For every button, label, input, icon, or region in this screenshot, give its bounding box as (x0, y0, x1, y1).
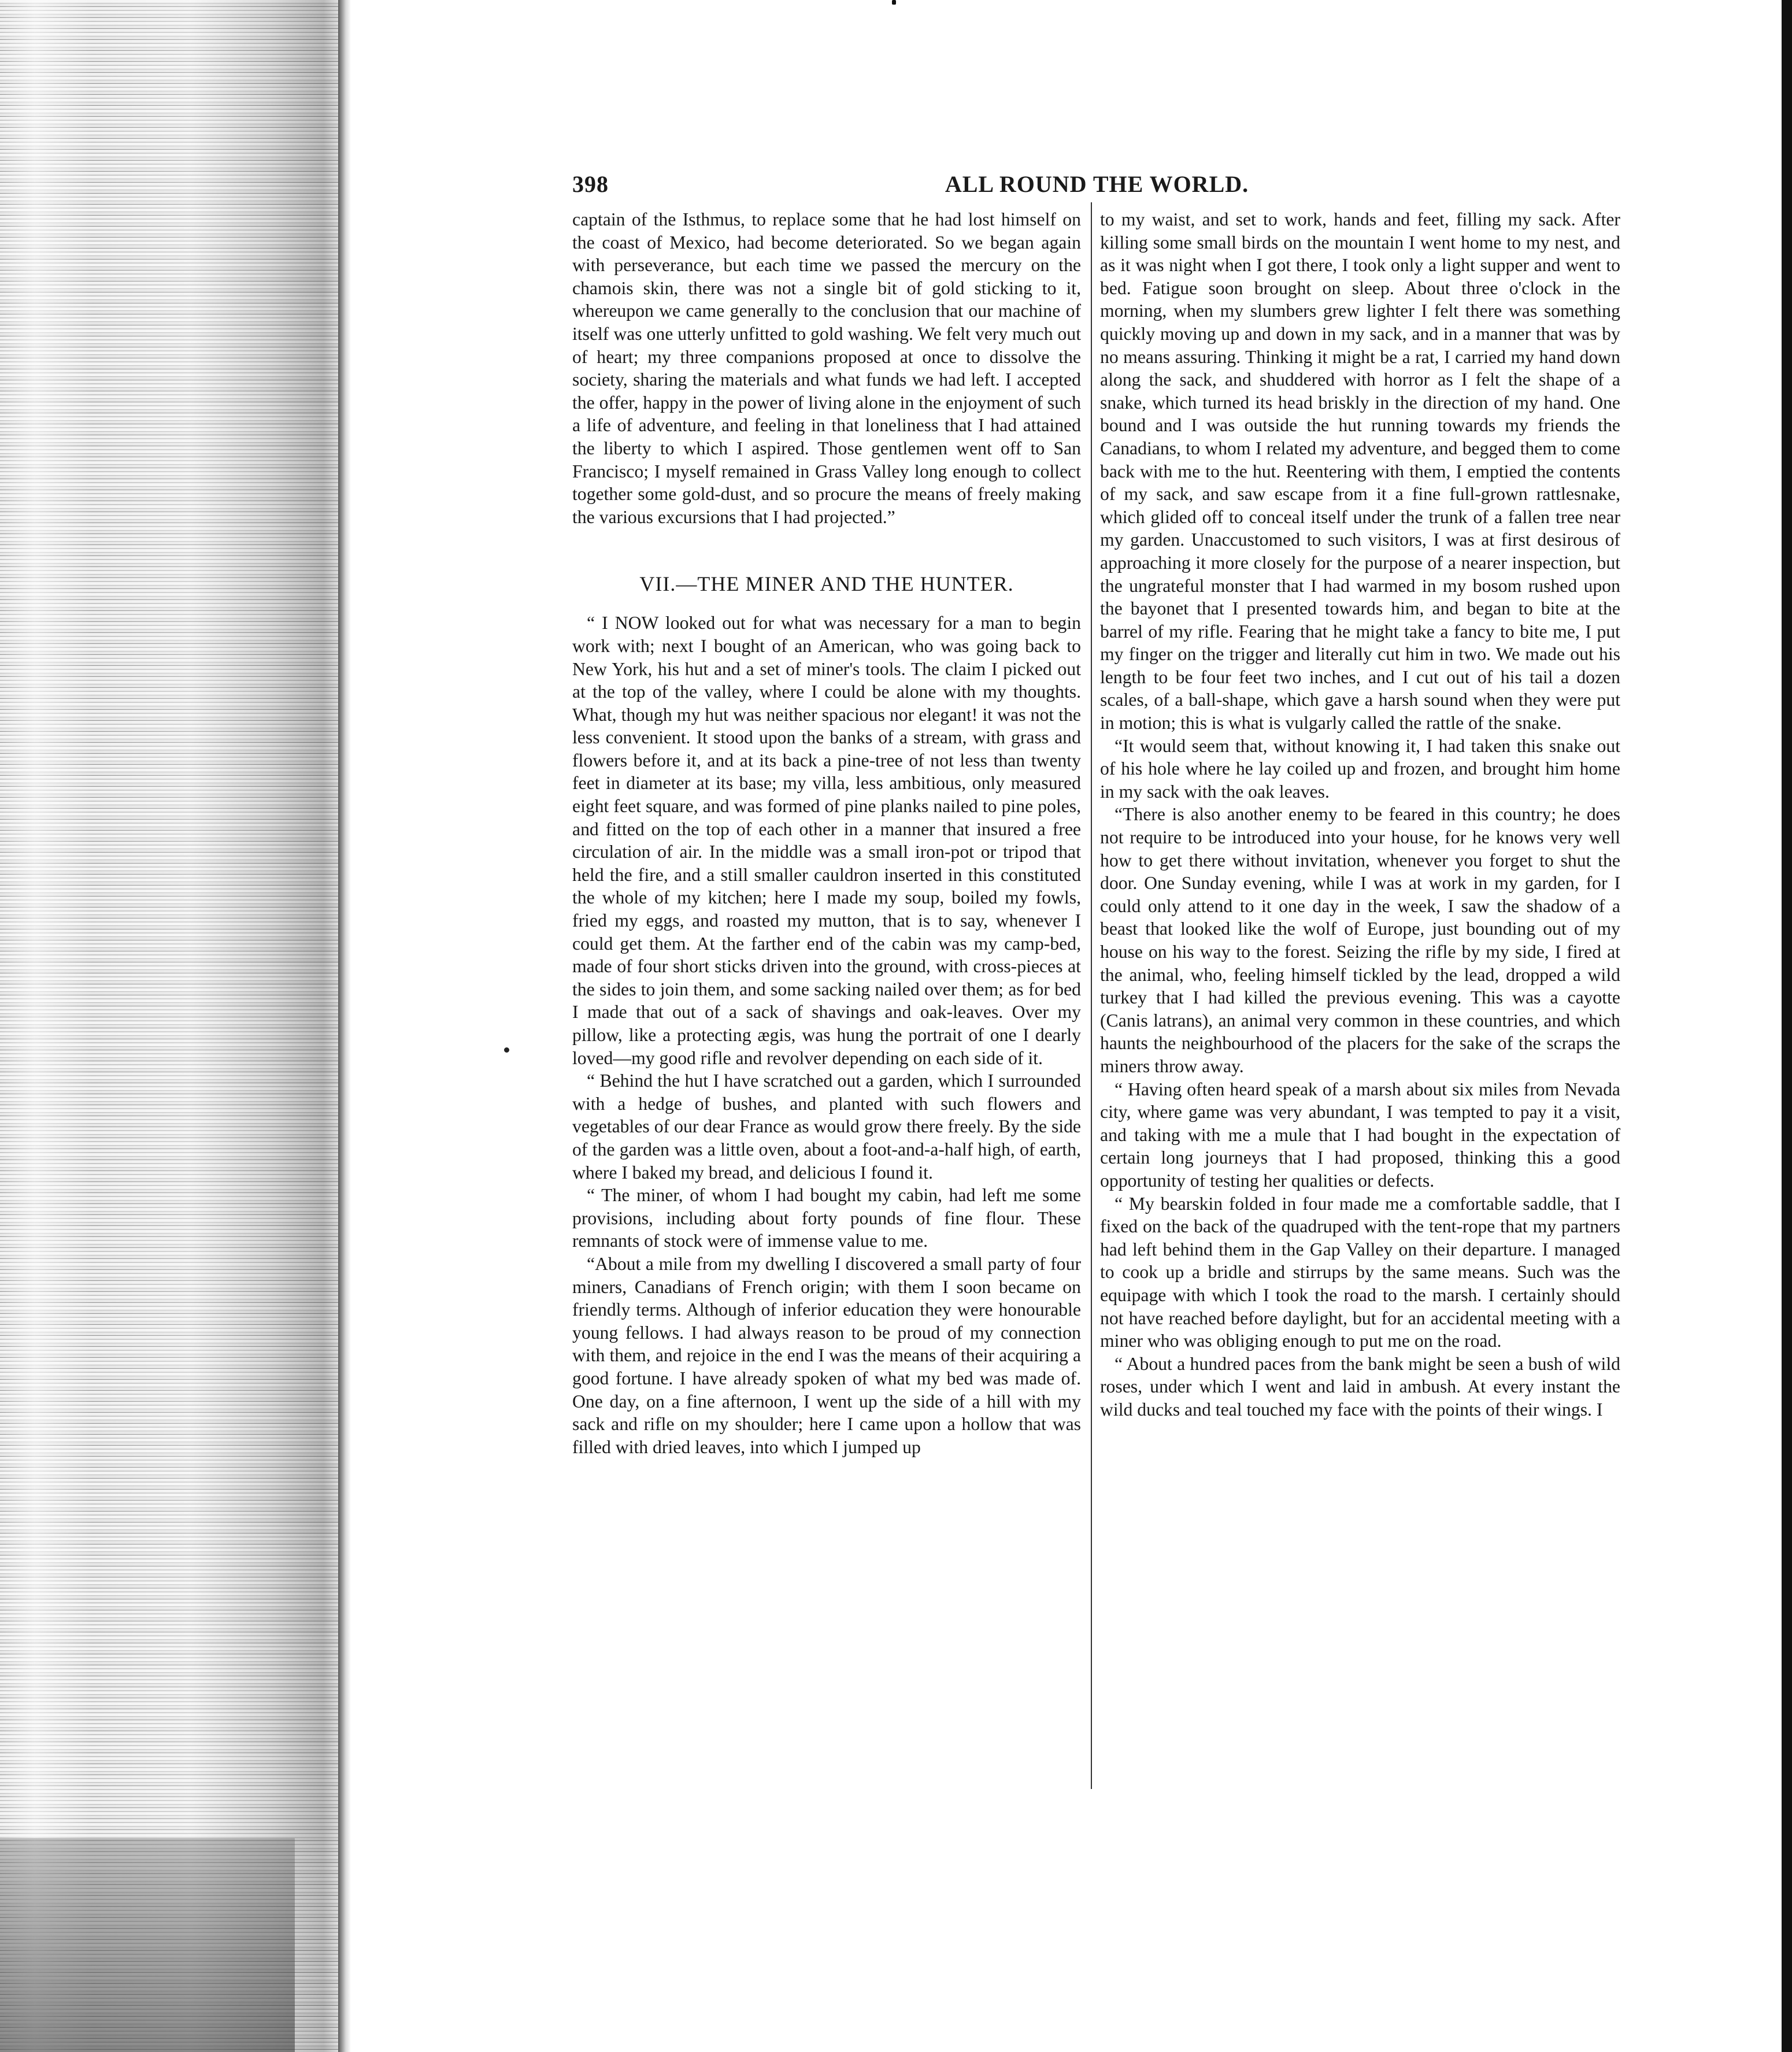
paragraph: “ Behind the hut I have scratched out a garden, which I surrounded with a hedge of bushes, and planted with such flowers and vegetables of our dear France as would grow there freely. By the side of the garden was a little oven, about a foot-and-a-half high, of earth, where I baked my bread, and delicious I found it. (572, 1071, 1081, 1183)
margin-mark (504, 1047, 509, 1053)
paragraph: “It would seem that, without knowing it, I had taken this snake out of his hole where he lay coiled up and frozen, and brought him home in my sack with the oak leaves. (1100, 735, 1620, 802)
page-edge-shadow (0, 1838, 295, 2052)
scan-border (1782, 0, 1792, 2052)
scan-artifact (892, 0, 896, 5)
paragraph: to my waist, and set to work, hands and feet, filling my sack. After killing some small birds on the mountain I went home to my nest, and as it was night when I got there, I took only a light supper and went to bed. Fatigue soon brought on sleep. About three o'clock in the morning, when my slumbers grew lighter I felt there was something quickly moving up and down in my sack, and in a manner that was by no means assuring. Thinking it might be a rat, I carried my hand down along the sack, and shuddered with horror as I felt the shape of a snake, which turned its head briskly in the direction of my hand. One bound and I was outside the hut running towards my friends the Canadians, to whom I related my adventure, and begged them to come back with me to the hut. Reentering with them, I emptied the contents of my sack, and saw escape from it a fine full-grown rattlesnake, which glided off to conceal itself under the trunk of a fallen tree near my garden. Unaccustomed to such visitors, I was at first desirous of approaching it more closely for the purpose of a nearer inspection, but the ungrateful monster that I had warmed in my bosom rushed upon the bayonet that I presented towards him, and began to bite at the barrel of my rifle. Fearing that he might take a fancy to bite me, I put my finger on the trigger and literally cut him in two. We made out his length to be four feet two inches, and I cut out of his tail a dozen scales, of a ball-shape, which gave a harsh sound when they were put in motion; this is what is vulgarly called the rattle of the snake. (1100, 209, 1620, 734)
paragraph: “About a mile from my dwelling I discovered a small party of four miners, Canadians of French origin; with them I soon became on friendly terms. Although of inferior education they were honourable young fellows. I had always reason to be proud of my connection with them, and rejoice in the end I was the means of their acquiring a good fortune. I have already spoken of what my bed was made of. One day, on a fine afternoon, I went up the side of a hill with my sack and rifle on my shoulder; here I came upon a hollow that was filled with dried leaves, into which I jumped up (572, 1253, 1081, 1457)
page-header (572, 171, 1621, 199)
column-rule (1091, 202, 1092, 1789)
paragraph: “ Having often heard speak of a marsh about six miles from Nevada city, where game was very abundant, I was tempted to pay it a visit, and taking with me a mule that I had bought in the expectation of certain long journeys that I had proposed, thinking this a good opportunity of testing her qualities or defects. (1100, 1079, 1620, 1191)
paragraph: “ The miner, of whom I had bought my cabin, had left me some provisions, including about forty pounds of fine flour. These remnants of stock were of immense value to me. (572, 1185, 1081, 1251)
paragraph: captain of the Isthmus, to replace some that he had lost himself on the coast of Mexico, had become deteriorated. So we began again with perseverance, but each time we passed the mercury on the chamois skin, there was not a single bit of gold sticking to it, whereupon we came generally to the conclusion that our machine of itself was one utterly unfitted to gold washing. We felt very much out of heart; my three companions proposed at once to dissolve the society, sharing the materials and what funds we had left. I accepted the offer, happy in the power of living alone in the enjoyment of such a life of adventure, and feeling in that loneliness that I had attained the liberty to which I aspired. Those gentlemen went off to San Francisco; I myself remained in Grass Valley long enough to collect together some gold-dust, and so procure the means of freely making the various excursions that I had projected.” (572, 209, 1081, 527)
paragraph: “ I NOW looked out for what was necessary for a man to begin work with; next I bought of an American, who was going back to New York, his hut and a set of miner's tools. The claim I picked out at the top of the valley, where I could be alone with my thoughts. What, though my hut was neither spacious nor elegant! it was not the less convenient. It stood upon the banks of a stream, with grass and flowers before it, and at its back a pine-tree of not less than twenty feet in diameter at its base; my villa, less ambitious, only measured eight feet square, and was formed of pine planks nailed to pine poles, and fitted on the top of each other in a manner that insured a free circulation of air. In the middle was a small iron-pot or tripod that held the fire, and a still smaller cauldron inserted in this constituted the whole of my kitchen; here I made my soup, boiled my fowls, fried my eggs, and roasted my mutton, that is to say, whenever I could get them. At the farther end of the cabin was my camp-bed, made of four short sticks driven into the ground, with cross-pieces at the sides to join them, and some sacking nailed over them; as for bed I made that out of a sack of shavings and oak-leaves. Over my pillow, like a protecting ægis, was hung the portrait of one I dearly loved—my good rifle and revolver depending on each side of it. (572, 613, 1081, 1068)
left-column (572, 208, 1081, 1458)
book-page-edges (0, 0, 347, 2052)
paragraph: “ My bearskin folded in four made me a comfortable saddle, that I fixed on the back of the quadruped with the tent-rope that my partners had left behind them in the Gap Valley on their departure. I managed to cook up a bridle and stirrups by the same means. Such was the equipage with which I took the road to the marsh. I certainly should not have reached before daylight, but for an accidental meeting with a miner who was obliging enough to put me on the road. (1100, 1193, 1620, 1351)
section-heading: VII.—THE MINER AND THE HUNTER. (639, 572, 1014, 596)
book-gutter-shadow (338, 0, 351, 2052)
right-column (1100, 208, 1620, 1421)
paragraph: “There is also another enemy to be feared in this country; he does not require to be introduced into your house, for he knows very well how to get there without invitation, whenever you forget to shut the door. One Sunday evening, while I was at work in my garden, for I could only attend to it one day in the week, I saw the shadow of a beast that looked like the wolf of Europe, just bounding out of my house on his way to the forest. Seizing the rifle by my side, I fired at the animal, who, feeling himself tickled by the lead, dropped a wild turkey that I had killed the previous evening. This was a cayotte (Canis latrans), an animal very common in these countries, and which haunts the neighbourhood of the placers for the sake of the scraps the miners throw away. (1100, 804, 1620, 1076)
paragraph: “ About a hundred paces from the bank might be seen a bush of wild roses, under which I went and laid in ambush. At every instant the wild ducks and teal touched my face with the points of their wings. I (1100, 1353, 1620, 1420)
page-number: 398 (572, 171, 609, 197)
running-title: ALL ROUND THE WORLD. (945, 171, 1249, 197)
